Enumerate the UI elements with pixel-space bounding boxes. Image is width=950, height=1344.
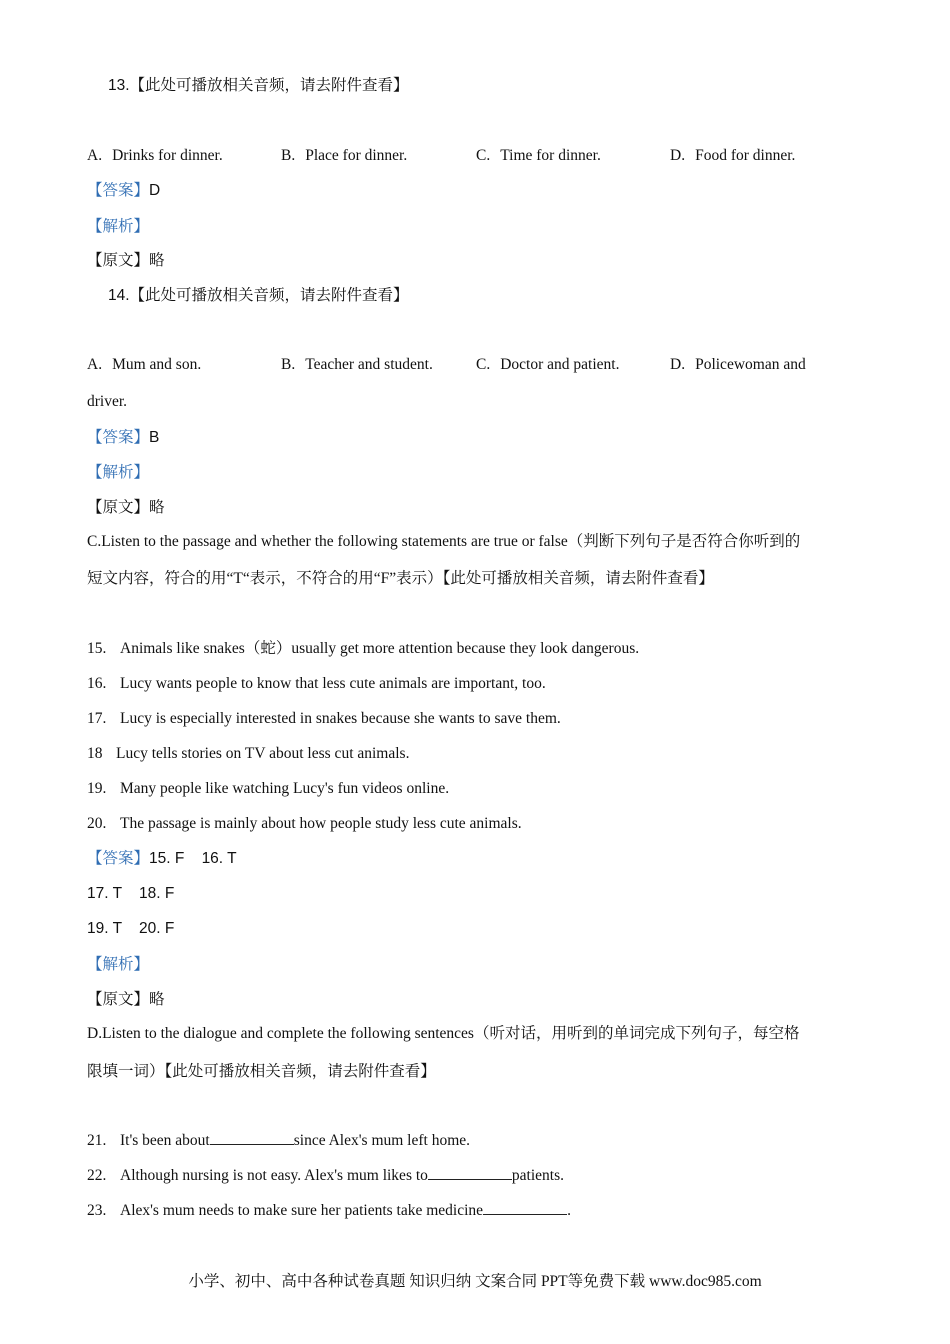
statement-text: The passage is mainly about how people study less cute animals. — [120, 815, 522, 832]
statement-19 — [87, 779, 449, 799]
q13-original: 【原文】略 — [87, 252, 165, 269]
question-13-heading: 13.【此处可播放相关音频，请去附件查看】 — [108, 77, 409, 94]
section-d-instructions-line2: 限填一词）【此处可播放相关音频，请去附件查看】 — [87, 1063, 436, 1080]
answer-value: B — [149, 429, 160, 446]
section-c-instructions-line2: 短文内容，符合的用“T“表示，不符合的用“F”表示）【此处可播放相关音频，请去附件查看】 — [87, 570, 714, 587]
item-text-before: It's been about — [120, 1132, 210, 1149]
statement-number: 16. — [87, 675, 107, 692]
q13-option-a — [87, 146, 223, 166]
statement-number: 18 — [87, 745, 103, 762]
answer-blank[interactable] — [428, 1165, 512, 1180]
statement-number: 15. — [87, 640, 107, 657]
option-text: Doctor and patient. — [500, 356, 620, 373]
option-letter: C. — [476, 356, 491, 373]
option-letter: B. — [281, 147, 296, 164]
fill-item-22 — [87, 1165, 564, 1186]
answer-blank[interactable] — [483, 1200, 567, 1215]
option-text: Food for dinner. — [695, 147, 796, 164]
q13-analysis-tag: 【解析】 — [87, 218, 150, 235]
section-c-answer-row-2: 17. T 18. F — [87, 885, 175, 902]
q14-option-c — [476, 355, 619, 375]
item-text-after: patients. — [511, 1167, 564, 1184]
question-14-heading: 14.【此处可播放相关音频，请去附件查看】 — [108, 287, 409, 304]
item-text-before: Alex's mum needs to make sure her patients take medicine — [120, 1202, 484, 1219]
answer-tag: 【答案】 — [87, 182, 150, 199]
item-number: 22. — [87, 1167, 107, 1184]
fill-item-23 — [87, 1200, 571, 1221]
q14-original: 【原文】略 — [87, 499, 165, 516]
statement-number: 17. — [87, 710, 107, 727]
section-c-answer-row-1 — [87, 849, 237, 869]
statement-16 — [87, 674, 546, 694]
option-letter: A. — [87, 147, 103, 164]
statement-15 — [87, 639, 639, 659]
option-text: Policewoman and — [695, 356, 806, 373]
answer-tag: 【答案】 — [87, 850, 150, 867]
answer-values: 15. F 16. T — [149, 850, 237, 867]
statement-text: Lucy is especially interested in snakes because she wants to save them. — [120, 710, 561, 727]
option-letter: B. — [281, 356, 296, 373]
answer-value: D — [149, 182, 161, 199]
answer-blank[interactable] — [210, 1130, 294, 1145]
option-letter: C. — [476, 147, 491, 164]
q13-answer — [87, 181, 160, 201]
section-c-answer-row-3: 19. T 20. F — [87, 920, 175, 937]
option-text: Teacher and student. — [305, 356, 433, 373]
option-letter: D. — [670, 356, 686, 373]
q13-option-d — [670, 146, 795, 166]
statement-text: Lucy tells stories on TV about less cut animals. — [116, 745, 410, 762]
section-c-instructions-line1: C.Listen to the passage and whether the following statements are true or false（判断下列句子是否符合你听到的 — [87, 533, 801, 550]
option-text: Drinks for dinner. — [112, 147, 223, 164]
q14-option-d-wrap: driver. — [87, 393, 128, 410]
statement-text: Many people like watching Lucy's fun videos online. — [120, 780, 450, 797]
item-number: 21. — [87, 1132, 107, 1149]
section-c-analysis-tag: 【解析】 — [87, 956, 150, 973]
section-d-instructions-line1: D.Listen to the dialogue and complete the following sentences（听对话，用听到的单词完成下列句子，每空格 — [87, 1025, 800, 1042]
option-text: Mum and son. — [112, 356, 202, 373]
statement-20 — [87, 814, 522, 834]
statement-18 — [87, 744, 409, 764]
answer-tag: 【答案】 — [87, 429, 150, 446]
statement-number: 19. — [87, 780, 107, 797]
option-letter: A. — [87, 356, 103, 373]
q14-option-b — [281, 355, 433, 375]
option-text: Time for dinner. — [500, 147, 601, 164]
item-text-before: Although nursing is not easy. Alex's mum likes to — [120, 1167, 428, 1184]
item-text-after: since Alex's mum left home. — [293, 1132, 471, 1149]
item-number: 23. — [87, 1202, 107, 1219]
q14-analysis-tag: 【解析】 — [87, 464, 150, 481]
fill-item-21 — [87, 1130, 470, 1151]
q14-option-d — [670, 355, 806, 375]
q14-answer — [87, 428, 159, 448]
q14-option-a — [87, 355, 201, 375]
statement-text: Animals like snakes（蛇）usually get more attention because they look dangerous. — [120, 640, 640, 657]
page-footer: 小学、初中、高中各种试卷真题 知识归纳 文案合同 PPT等免费下载 www.doc985.com — [188, 1273, 762, 1290]
option-letter: D. — [670, 147, 686, 164]
option-text: Place for dinner. — [305, 147, 408, 164]
q13-option-b — [281, 146, 407, 166]
statement-text: Lucy wants people to know that less cute animals are important, too. — [120, 675, 546, 692]
statement-number: 20. — [87, 815, 107, 832]
item-text-after: . — [567, 1202, 571, 1219]
q13-option-c — [476, 146, 601, 166]
section-c-original: 【原文】略 — [87, 991, 165, 1008]
statement-17 — [87, 709, 561, 729]
